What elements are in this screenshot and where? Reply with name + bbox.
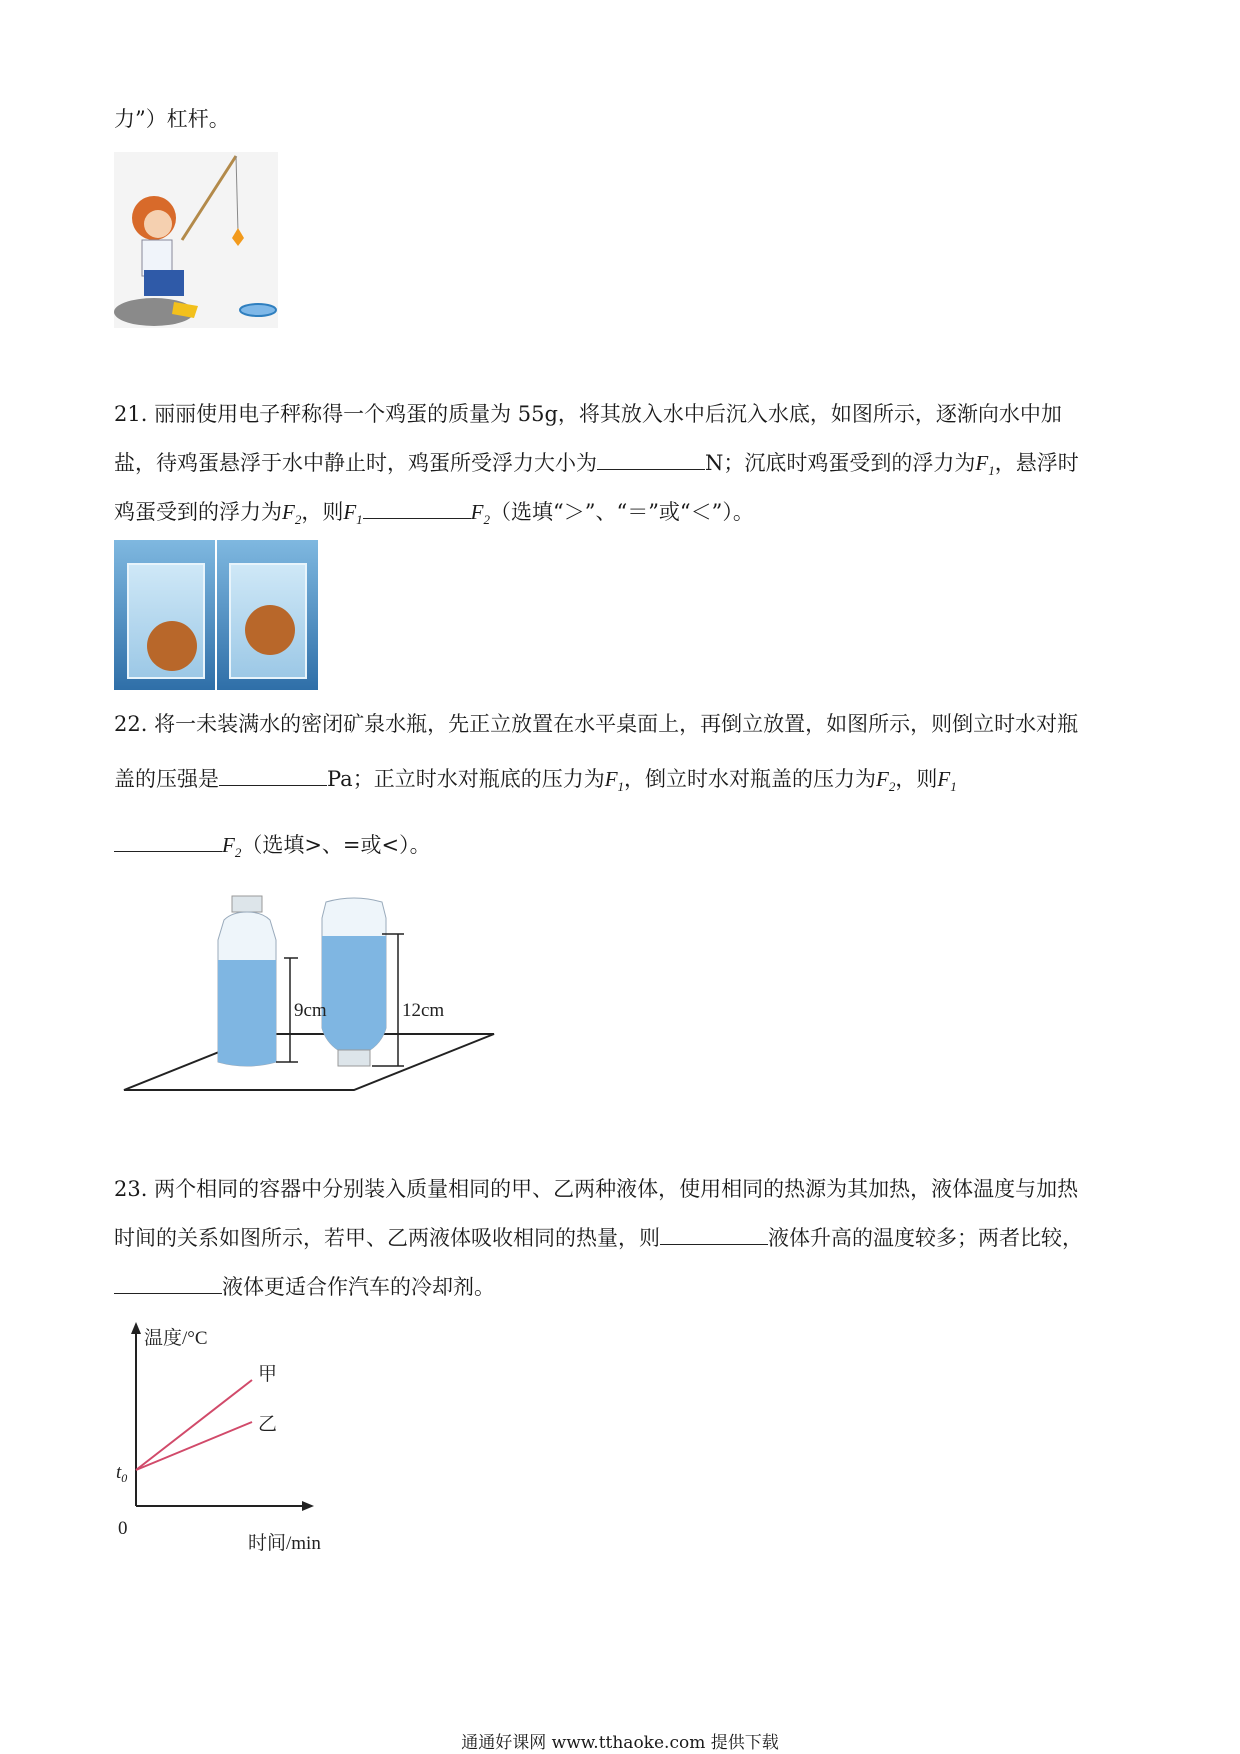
q21-line3-b: ，则	[301, 500, 344, 524]
t0-label: $t_0$	[116, 1462, 128, 1485]
y-axis-label: 温度/°C	[144, 1328, 208, 1349]
q22-f2-b: $F_2$	[222, 833, 242, 861]
q23-line2	[114, 1222, 1083, 1253]
q22-line2-b: Pa；正立时水对瓶底的压力为	[327, 767, 605, 791]
series-line-2	[136, 1422, 252, 1470]
q21-line1: 21. 丽丽使用电子秤称得一个鸡蛋的质量为 55g，将其放入水中后沉入水底，如图所示，逐渐向水中加	[114, 402, 1062, 426]
q23-line3-a: 液体更适合作汽车的冷却剂。	[222, 1275, 495, 1299]
y-axis-arrow	[131, 1322, 141, 1334]
q21-f2: $F_2$	[282, 500, 302, 528]
q21-f2-b: $F_2$	[470, 500, 490, 528]
q22-line2-d: ，则	[895, 767, 938, 791]
series-label-2: 乙	[258, 1413, 278, 1435]
q22-f2: $F_2$	[876, 767, 896, 795]
q23-line2-b: 液体升高的温度较多；两者比较，	[768, 1226, 1083, 1250]
q23-line3	[114, 1271, 495, 1302]
q23-blank-coolant[interactable]	[114, 1271, 222, 1294]
x-axis-arrow	[302, 1501, 314, 1511]
q21-line3-a: 鸡蛋受到的浮力为	[114, 500, 282, 524]
q20-tail: 力”）杠杆。	[114, 107, 230, 131]
bottles-diagram	[114, 890, 504, 1100]
series-line-1	[136, 1380, 252, 1470]
series-label-1: 甲	[258, 1363, 278, 1385]
q21-line2-a: 盐，待鸡蛋悬浮于水中静止时，鸡蛋所受浮力大小为	[114, 451, 597, 475]
inverted-bottle	[322, 898, 386, 1066]
q23-line1: 23. 两个相同的容器中分别装入质量相同的甲、乙两种液体，使用相同的热源为其加热，液体温度与加热	[114, 1177, 1079, 1201]
egg-beakers-image	[114, 540, 318, 690]
q22-f1-b: $F_1$	[937, 767, 957, 795]
fishing-boy-image	[114, 152, 278, 328]
origin-label: 0	[118, 1518, 128, 1539]
q21-line2-c: ，悬浮时	[994, 451, 1079, 475]
footer-source: 通通好课网 www.tthaoke.com 提供下载	[461, 1733, 779, 1753]
x-axis-label: 时间/min	[248, 1533, 321, 1554]
temperature-time-chart	[110, 1316, 350, 1556]
q21-blank-compare[interactable]	[363, 496, 471, 519]
upright-bottle	[218, 896, 276, 1066]
q22-line2-c: ，倒立时水对瓶盖的压力为	[624, 767, 877, 791]
upright-height-label: 9cm	[294, 1000, 327, 1021]
q23-line2-a: 时间的关系如图所示，若甲、乙两液体吸收相同的热量，则	[114, 1226, 660, 1250]
q21-f1: $F_1$	[975, 451, 995, 479]
q21-f1-b: $F_1$	[343, 500, 363, 528]
q22-line3	[114, 829, 431, 868]
q22-f1: $F_1$	[604, 767, 625, 795]
q21-blank-buoyancy[interactable]	[597, 447, 705, 470]
q21-line3-c: （选填“＞”、“＝”或“＜”）。	[489, 500, 754, 524]
q22-blank-pressure[interactable]	[219, 763, 327, 786]
inverted-height-label: 12cm	[402, 1000, 445, 1021]
q21-line3	[114, 496, 754, 535]
q23-blank-hotter[interactable]	[660, 1222, 768, 1245]
q22-blank-compare[interactable]	[114, 829, 222, 852]
q22-line3-a: （选填>、=或<）。	[241, 833, 431, 857]
q22-line2-a: 盖的压强是	[114, 767, 219, 791]
q22-line2	[114, 763, 957, 802]
q22-line1: 22. 将一未装满水的密闭矿泉水瓶，先正立放置在水平桌面上，再倒立放置，如图所示，则倒立时水对瓶	[114, 712, 1079, 736]
series-layer	[136, 1363, 277, 1470]
q21-line2-b: N；沉底时鸡蛋受到的浮力为	[705, 451, 976, 475]
q21-line2	[114, 447, 1079, 486]
